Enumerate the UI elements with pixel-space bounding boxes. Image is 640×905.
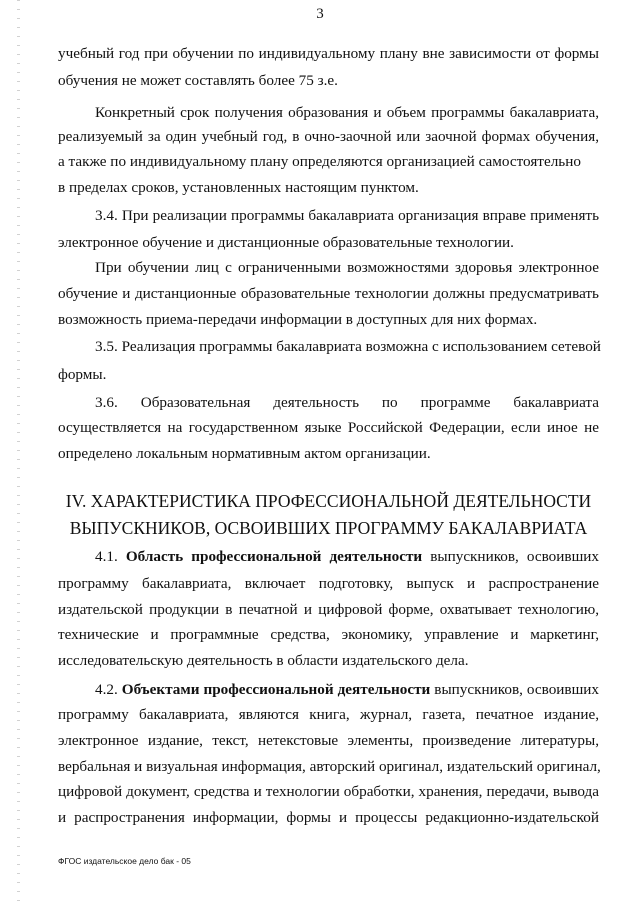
text-line: определено локальным нормативным актом организации. [58,445,431,462]
text-line: обучения не может составлять более 75 з.е. [58,72,338,89]
text-line: электронное издание, текст, нетекстовые элементы, произведение литературы, [58,732,599,749]
text-line: а также по индивидуальному плану определяются организацией самостоятельно [58,153,581,170]
text-line: программу бакалавриата, являются книга, журнал, газета, печатное издание, [58,706,599,723]
bold-term: Область профессиональной деятельности [125,548,423,565]
bold-term: Объектами профессиональной деятельности [121,681,431,698]
clause-text: выпускников, освоивших [430,548,599,565]
text-line: издательской продукции в печатной и цифровой форме, охватывает технологию, [58,601,599,618]
text-line: и распространения информации, формы и процессы редакционно-издательской [58,809,599,826]
text-line: реализуемый за один учебный год, в очно-заочной или заочной формах обучения, [58,128,599,145]
section-heading: IV. ХАРАКТЕРИСТИКА ПРОФЕССИОНАЛЬНОЙ ДЕЯТЕЛЬНОСТИ [65,491,592,511]
text-line: осуществляется на государственном языке Российской Федерации, если иное не [58,419,599,436]
scan-margin-artifact [17,0,20,905]
text-line: 3.4. При реализации программы бакалавриата организация вправе применять [95,207,599,224]
text-line: 3.6. Образовательная деятельность по программе бакалавриата [95,394,599,411]
text-line: формы. [58,366,107,383]
text-line: Конкретный срок получения образования и объем программы бакалавриата, [95,104,599,121]
text-line: в пределах сроков, установленных настоящим пунктом. [58,179,419,196]
page-number: 3 [316,6,324,22]
text-line: вербальная и визуальная информация, авторский оригинал, издательский оригинал, [58,758,601,775]
clause-number: 4.1. [95,548,118,565]
text-line: программу бакалавриата, включает подготовку, выпуск и распространение [58,575,599,592]
text-line: 3.5. Реализация программы бакалавриата возможна с использованием сетевой [95,338,601,355]
section-heading: ВЫПУСКНИКОВ, ОСВОИВШИХ ПРОГРАММУ БАКАЛАВРИАТА [69,518,588,538]
text-line: технические и программные средства, экономику, управление и маркетинг, [58,626,599,643]
footer-document-code: ФГОС издательское дело бак - 05 [58,856,191,866]
text-line: При обучении лиц с ограниченными возможностями здоровья электронное [95,259,599,276]
clause-text: выпускников, освоивших [434,681,600,698]
paragraph-4-2-first-line [95,680,599,700]
text-line: исследовательскую деятельность в области издательского дела. [58,652,469,669]
paragraph-4-1-first-line [95,547,599,567]
text-line: возможность приема-передачи информации в доступных для них формах. [58,311,538,328]
text-line: цифровой документ, средства и технологии обработки, хранения, передачи, вывода [58,783,599,800]
text-line: учебный год при обучении по индивидуальному плану вне зависимости от формы [58,45,599,62]
clause-number: 4.2. [95,681,118,698]
text-line: обучение и дистанционные образовательные технологии должны предусматривать [58,285,599,302]
text-line: электронное обучение и дистанционные образовательные технологии. [58,234,514,251]
